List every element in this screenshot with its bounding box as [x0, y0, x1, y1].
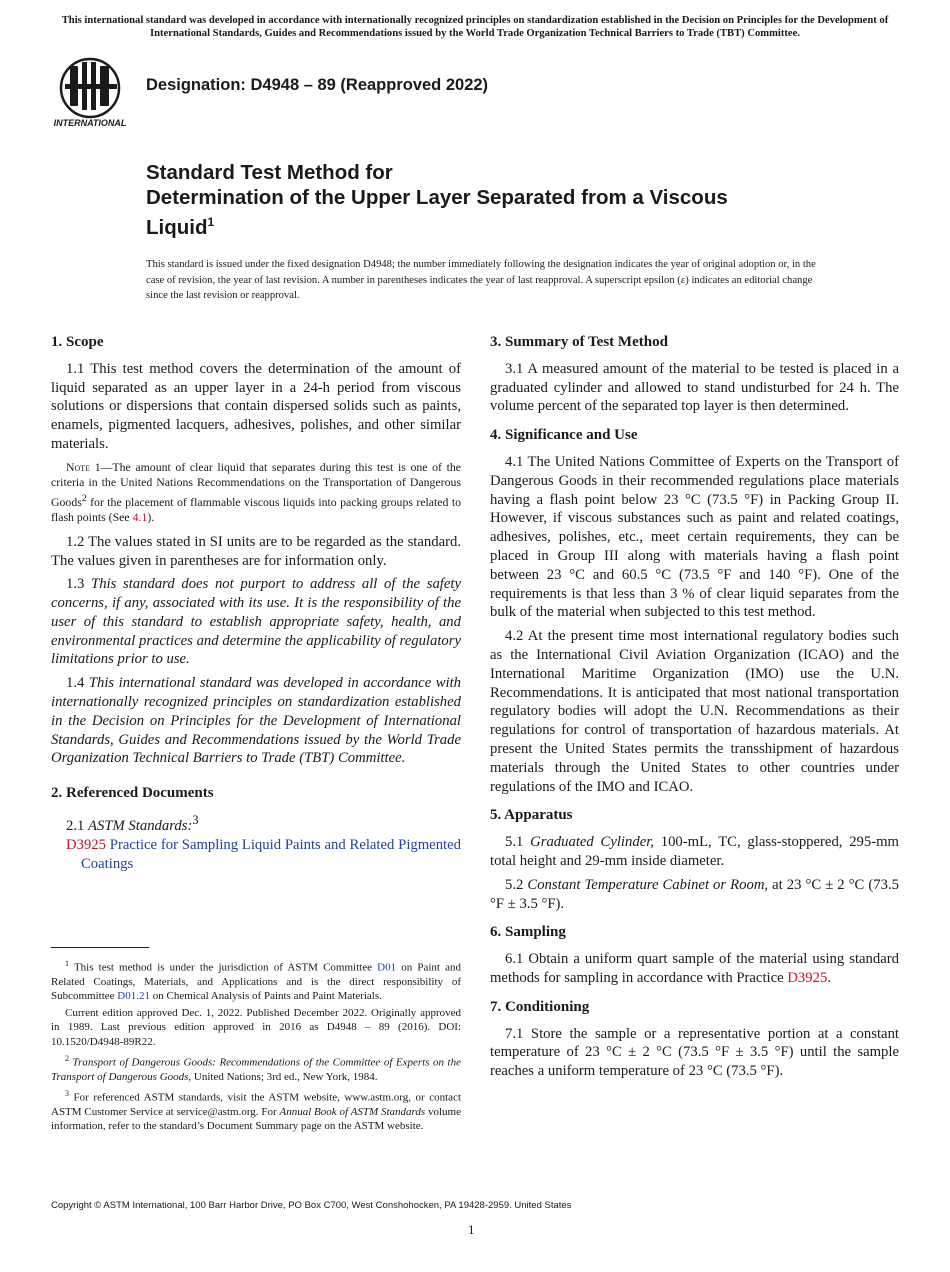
paragraph-4-1: 4.1 The United Nations Committee of Experts on the Transport of Dangerous Goods in their recommended regulations place materials having a flash point below 23 °C (73.5 °F) in Packing Group II. However, if viscous substances such as paint and related coatings, adhesives, polishes, etc., meet certain requirements, they can be placed in Group III along with materials having a flash point between 23 °C and 60.5 °C (73.5 °F and 140 °F). One of the requirements is that less than 3 % of clear liquid separates from the bulk of the material when subjected to this test method.: [490, 453, 899, 621]
link-d3925[interactable]: D3925: [787, 969, 828, 986]
note-label: Note: [66, 459, 91, 474]
section-heading-apparatus: 5. Apparatus: [490, 807, 573, 824]
right-column: [490, 333, 899, 1086]
title-footnote-mark: 1: [207, 215, 215, 229]
page-number: 1: [468, 1222, 475, 1237]
note-1: Note 1—The amount of clear liquid that separates during this test is one of the criteria in the United Nations Recommendations on the Transportation of Dangerous Goods$^2$ for the placement of flammable viscous liquids into packing groups related to flash points (See 4.1).: [51, 459, 461, 525]
section-heading-scope: 1. Scope: [51, 334, 104, 350]
tbt-notice: This international standard was developed in accordance with internationally recognized principles on standardization established in the Decision on Principles for the Development of International Standards, Guides and Recommendations issued by the World Trade Organization Technical Barriers to Trade (TBT) Committee.: [61, 15, 889, 39]
paragraph-4-2: 4.2 At the present time most international regulatory bodies such as the International Civil Aviation Organization (ICAO) and the International Maritime Organization (IMO) use the U.N. Recommendations. It is anticipated that most national transportation regulatory bodies will adopt the U.N. Recommendations as their regulations for control of transportation of hazardous materials. At present the United States permits the transshipment of hazardous materials through the United States to other countries under regulations of the IMO and ICAO.: [490, 628, 899, 795]
document-title: [146, 160, 866, 240]
footnote-3: $^3$ For referenced ASTM standards, visit the ASTM website, www.astm.org, or contact ASTM Customer Service at service@astm.org. For Annual Book of ASTM Standards volume information, refer to the standard’s Document Summary page on the ASTM website.: [51, 1088, 461, 1132]
section-heading-sampling: 6. Sampling: [490, 924, 566, 941]
section-heading-conditioning: 7. Conditioning: [490, 998, 590, 1015]
astm-logo: [52, 56, 136, 132]
paragraph-6-1: 6.1 Obtain a uniform quart sample of the material using standard methods for sampling in accordance with Practice D3925.: [490, 951, 899, 986]
logo-wordmark: INTERNATIONAL: [53, 118, 127, 128]
section-heading-significance: 4. Significance and Use: [490, 427, 638, 444]
section-heading-summary: 3. Summary of Test Method: [490, 334, 668, 350]
footnote-1: $^1$ This test method is under the jurisdiction of ASTM Committee D01 on Paint and Related Coatings, Materials, and Applications and is the direct responsibility of Subcommittee D01.21 on Chemical Analysis of Paints and Paint Materials.: [51, 959, 461, 1003]
left-column: [51, 333, 461, 878]
footnotes: [51, 957, 461, 1136]
issuance-statement: This standard is issued under the fixed designation D4948; the number immediately following the designation indicates the year of original adoption or, in the case of revision, the year of last revision. A number in parentheses indicates the year of last reapproval. A superscript epsilon (ε) indicates an editorial change since the last revision or reapproval.: [146, 259, 816, 301]
paragraph-1-4: 1.4 This international standard was developed in accordance with internationally recognized principles on standardization established in the Decision on Principles for the Development of International Standards, Guides and Recommendations issued by the World Trade Organization Technical Barriers to Trade (TBT) Committee.: [51, 675, 461, 767]
paragraph-5-2: 5.2 Constant Temperature Cabinet or Room, at 23 °C ± 2 °C (73.5 °F ± 3.5 °F).: [490, 876, 899, 912]
link-d01[interactable]: D01: [377, 961, 397, 974]
footnote-2: $^2$ Transport of Dangerous Goods: Recommendations of the Committee of Experts on the Transport of Dangerous Goods, United Nations; 3rd ed., New York, 1984.: [51, 1053, 461, 1083]
paragraph-1-3: 1.3 This standard does not purport to address all of the safety concerns, if any, associated with its use. It is the responsibility of the user of this standard to establish appropriate safety, health, and environmental practices and determine the applicability of regulatory limitations prior to use.: [51, 576, 462, 668]
link-d01-21[interactable]: D01.21: [117, 990, 150, 1003]
paragraph-5-1: 5.1 Graduated Cylinder, 100-mL, TC, glass-stoppered, 295-mm total height and 29-mm inside diameter.: [490, 834, 899, 869]
paragraph-3-1: 3.1 A measured amount of the material to be tested is placed in a graduated cylinder and allowed to stand undisturbed for 24 h. The volume percent of the separated top layer is then determined.: [490, 360, 899, 415]
paragraph-1-2: 1.2 The values stated in SI units are to be regarded as the standard. The values given in parentheses are for information only.: [51, 533, 461, 569]
paragraph-2-1: 2.1 ASTM Standards:$^3$: [66, 813, 199, 834]
section-heading-referenced: 2. Referenced Documents: [51, 785, 214, 802]
paragraph-1-1: 1.1 This test method covers the determination of the amount of liquid separated as an upper layer in a 24-h period from viscous solutions or dispersions that contain dispersed solids such as paints, enamels, pigmented lacquers, adhesives, polishes, and other similar materials.: [51, 360, 461, 452]
ref-code-link[interactable]: D3925: [66, 836, 106, 853]
ref-title-link[interactable]: Practice for Sampling Liquid Paints and Related Pigmented Coatings: [81, 836, 461, 872]
paragraph-7-1: 7.1 Store the sample or a representative portion at a constant temperature of 23 °C ± 2 °C (73.5 °F ± 3.5 °F) until the sample reaches a uniform temperature of 23 °C (73.5 °F).: [490, 1025, 899, 1080]
footnote-1-edition: Current edition approved Dec. 1, 2022. Published December 2022. Originally approved in 1989. Last previous edition approved in 2016 as D4948 – 89 (2016). DOI: 10.1520/D4948-89R22.: [51, 1007, 461, 1048]
title-line-1: Standard Test Method for: [146, 161, 393, 184]
title-line-3: Liquid: [146, 215, 208, 239]
reference-d3925[interactable]: [51, 836, 461, 874]
link-4-1[interactable]: 4.1: [132, 510, 148, 525]
footnote-divider: [51, 947, 149, 948]
designation: Designation: D4948 – 89 (Reapproved 2022): [146, 76, 489, 94]
copyright-line: Copyright © ASTM International, 100 Barr Harbor Drive, PO Box C700, West Conshohocken, PA 19428-2959. United States: [51, 1200, 572, 1211]
title-line-2: Determination of the Upper Layer Separated from a Viscous: [146, 186, 728, 209]
